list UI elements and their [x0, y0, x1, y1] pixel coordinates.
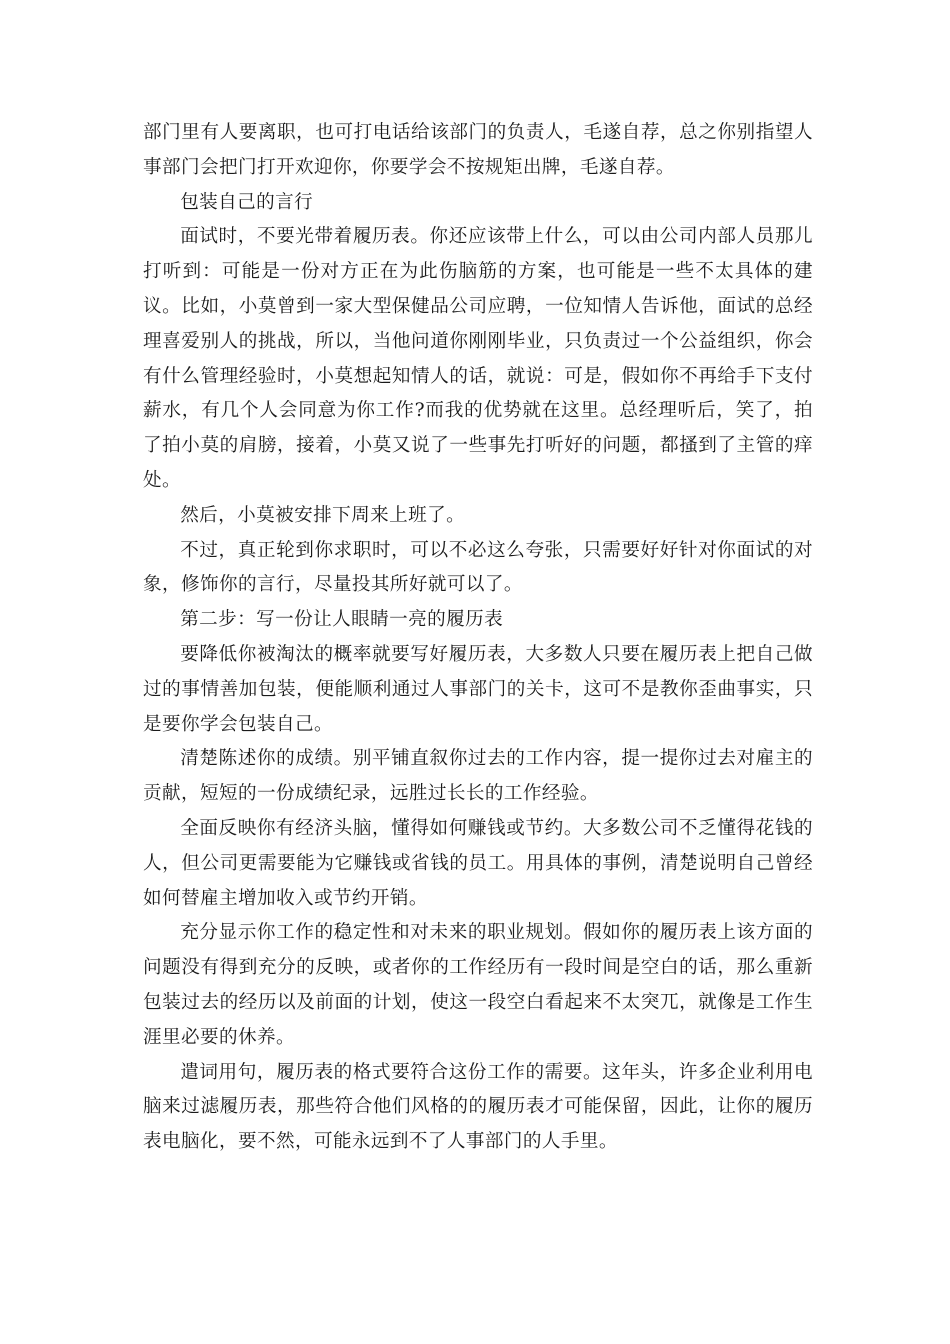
paragraph-stability: 充分显示你工作的稳定性和对未来的职业规划。假如你的履历表上该方面的问题没有得到充分的反映，或者你的工作经历有一段时间是空白的话，那么重新包装过去的经历以及前面的计划，使这一段空白看起来不太突兀，就像是工作生涯里必要的休养。	[143, 922, 813, 1048]
paragraph-continuation: 部门里有人要离职，也可打电话给该部门的负责人，毛遂自荐，总之你别指望人事部门会把门打开欢迎你，你要学会不按规矩出牌，毛遂自荐。	[143, 122, 813, 178]
section-heading-packaging: 包装自己的言行	[180, 191, 314, 213]
paragraph-hired: 然后，小莫被安排下周来上班了。	[180, 504, 466, 526]
section-heading-step-two: 第二步：写一份让人眼睛一亮的履历表	[180, 609, 504, 631]
paragraph-interview: 面试时，不要光带着履历表。你还应该带上什么，可以由公司内部人员那儿打听到：可能是一份对方正在为此伤脑筋的方案，也可能是一些不太具体的建议。比如，小莫曾到一家大型保健品公司应聘，一位知情人告诉他，面试的总经理喜爱别人的挑战，所以，当他问道你刚刚毕业，只负责过一个公益组织，你会有什么管理经验时，小莫想起知情人的话，就说：可是，假如你不再给手下支付薪水，有几个人会同意为你工作?而我的优势就在这里。总经理听后，笑了，拍了拍小莫的肩膀，接着，小莫又说了一些事先打听好的问题，都搔到了主管的痒处。	[143, 226, 813, 491]
paragraph-wording: 遣词用句，履历表的格式要符合这份工作的需要。这年头，许多企业利用电脑来过滤履历表，那些符合他们风格的的履历表才可能保留，因此，让你的履历表电脑化，要不然，可能永远到不了人事部门的人手里。	[143, 1061, 813, 1153]
paragraph-economic-sense: 全面反映你有经济头脑，懂得如何赚钱或节约。大多数公司不乏懂得花钱的人，但公司更需要能为它赚钱或省钱的员工。用具体的事例，清楚说明自己曾经如何替雇主增加收入或节约开销。	[143, 817, 813, 909]
paragraph-however: 不过，真正轮到你求职时，可以不必这么夸张，只需要好好针对你面试的对象，修饰你的言行，尽量投其所好就可以了。	[143, 539, 813, 596]
paragraph-achievements: 清楚陈述你的成绩。别平铺直叙你过去的工作内容，提一提你过去对雇主的贡献，短短的一份成绩纪录，远胜过长长的工作经验。	[143, 748, 813, 805]
document-body	[143, 116, 813, 1160]
paragraph-resume-intro: 要降低你被淘汰的概率就要写好履历表，大多数人只要在履历表上把自己做过的事情善加包装，便能顺利通过人事部门的关卡，这可不是教你歪曲事实，只是要你学会包装自己。	[143, 643, 813, 735]
